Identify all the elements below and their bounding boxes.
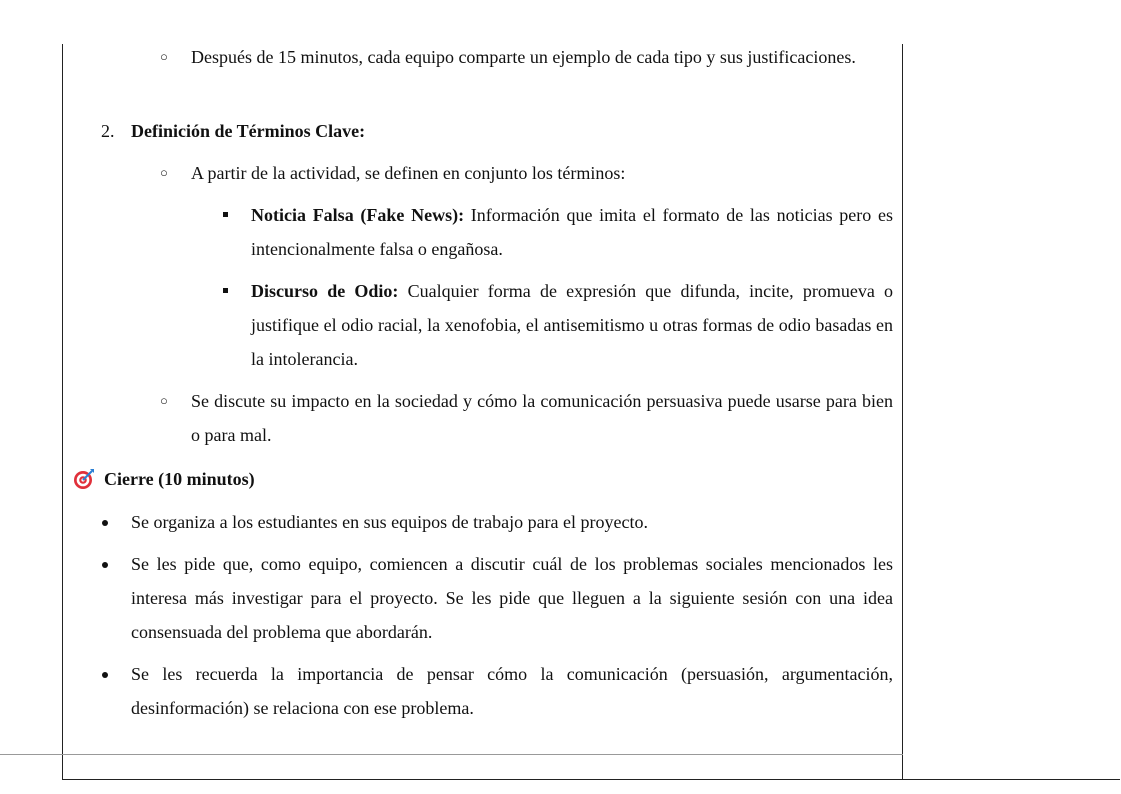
table-bottom-border [62, 779, 1120, 780]
closing-item: Se les recuerda la importancia de pensar cómo la comunicación (persuasión, argumentación, desinformación) se relaciona con ese problema. [131, 664, 893, 718]
closing-heading: Cierre (10 minutos) [104, 469, 255, 489]
target-icon [73, 468, 95, 495]
term-definition [251, 198, 893, 266]
hollow-bullet: ○ [160, 49, 168, 64]
square-bullet [223, 212, 228, 217]
continuation-text: Después de 15 minutos, cada equipo comparte un ejemplo de cada tipo y sus justificaciones. [191, 47, 856, 67]
step-number: 2. [101, 121, 115, 141]
term-label: Discurso de Odio: [251, 281, 399, 301]
page-footer-rule [0, 754, 903, 755]
term-text: Cualquier forma de expresión que difunda, incite, promueva o justifique el odio racial, la xenofobia, el antisemitismo u otras formas de odio basadas en la intolerancia. [251, 281, 894, 369]
term-text: Información que imita el formato de las noticias pero es intencionalmente falsa o engañosa. [251, 205, 893, 259]
round-bullet [102, 562, 108, 568]
closing-item: Se organiza a los estudiantes en sus equipos de trabajo para el proyecto. [131, 512, 649, 532]
term-label: Noticia Falsa (Fake News): [251, 205, 465, 225]
table-left-border [62, 44, 63, 780]
terms-intro: A partir de la actividad, se definen en conjunto los términos: [191, 163, 626, 183]
closing-item: Se les pide que, como equipo, comiencen a discutir cuál de los problemas sociales mencionados les interesa más investigar para el proyecto. Se les pide que lleguen a la siguiente sesión con una idea consensuada del problema que abordarán. [131, 554, 893, 642]
round-bullet [102, 672, 108, 678]
round-bullet [102, 520, 108, 526]
hollow-bullet: ○ [160, 165, 168, 180]
table-right-border [902, 44, 903, 780]
discussion-text: Se discute su impacto en la sociedad y cómo la comunicación persuasiva puede usarse para bien o para mal. [191, 391, 893, 445]
hollow-bullet: ○ [160, 393, 168, 408]
square-bullet [223, 288, 228, 293]
step-title: Definición de Términos Clave: [131, 121, 366, 141]
term-definition [251, 274, 893, 376]
